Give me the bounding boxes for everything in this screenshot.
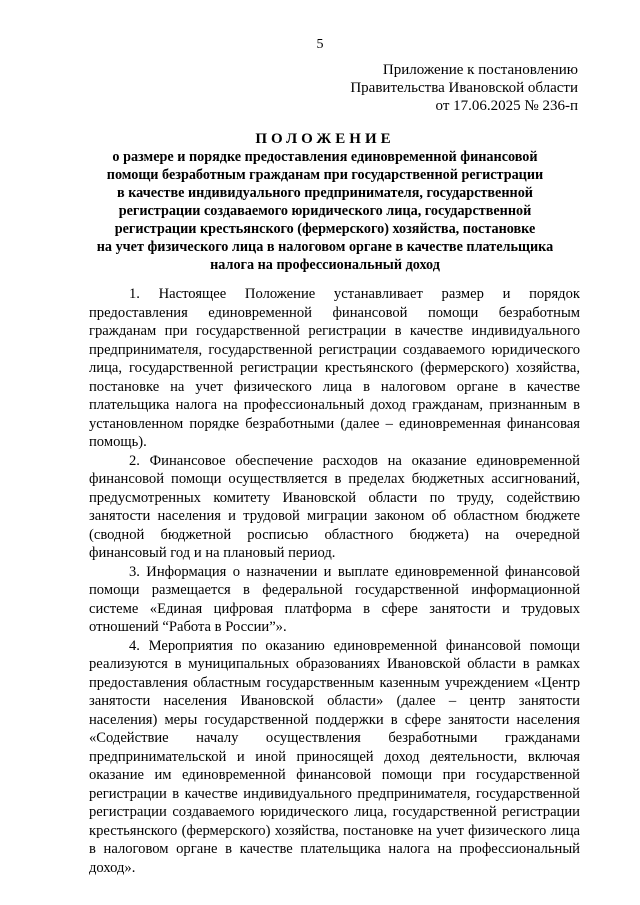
paragraph-4: 4. Мероприятия по оказанию единовременной финансовой помощи реализуются в муниципальных образованиях Ивановской области в рамках предоставления областным государственным казенным учреждением «Центр занятости населения Ивановской области» (далее – центр занятости населения) меры государственной поддержки в сфере занятости населения «Содействие началу осуществления безработными гражданами предпринимательской и иной приносящей доход деятельности, включая оказание им единовременной финансовой помощи при государственной регистрации в качестве индивидуального предпринимателя, государственной регистрации создаваемого юридического лица, государственной регистрации крестьянского (фермерского) хозяйства, постановке на учет физического лица в налоговом органе в качестве плательщика налога на профессиональный доход». — [89, 637, 580, 876]
subtitle-line: о размере и порядке предоставления единовременной финансовой — [112, 149, 538, 165]
subtitle-line: в качестве индивидуального предпринимателя, государственной — [117, 185, 533, 201]
document-body — [89, 285, 580, 877]
subtitle-line: помощи безработным гражданам при государственной регистрации — [106, 167, 544, 183]
appendix-line: от 17.06.2025 № 236-п — [435, 98, 578, 114]
title-block — [80, 130, 570, 274]
subtitle-line: регистрации создаваемого юридического лица, государственной — [118, 203, 532, 219]
paragraph-3: 3. Информация о назначении и выплате единовременной финансовой помощи размещается в федеральной государственной информационной системе «Единая цифровая платформа в сфере занятости и трудовых отношений “Работа в России”». — [89, 563, 580, 635]
subtitle-line: налога на профессиональный доход — [210, 257, 440, 273]
appendix-line: Приложение к постановлению — [382, 62, 578, 78]
subtitle-line: на учет физического лица в налоговом органе в качестве плательщика — [96, 239, 554, 255]
page-number: 5 — [316, 37, 324, 52]
appendix-reference — [278, 61, 578, 115]
document-title: ПОЛОЖЕНИЕ — [255, 131, 395, 147]
paragraph-1: 1. Настоящее Положение устанавливает размер и порядок предоставления единовременной финансовой помощи безработным гражданам при государственной регистрации в качестве индивидуального предпринимателя, государственной регистрации создаваемого юридического лица, государственной регистрации крестьянского (фермерского) хозяйства, постановке на учет физического лица в налоговом органе в качестве плательщика налога на профессиональный доход гражданам, признанным в установленном порядке безработными (далее – единовременная финансовая помощь). — [89, 286, 580, 450]
document-subtitle — [80, 148, 570, 274]
paragraph-2: 2. Финансовое обеспечение расходов на оказание единовременной финансовой помощи осуществляется в пределах бюджетных ассигнований, предусмотренных комитету Ивановской области по труду, содействию занятости населения и трудовой миграции законом об областном бюджете (сводной бюджетной росписью областного бюджета) на очередной финансовый год и на плановый период. — [89, 452, 580, 561]
subtitle-line: регистрации крестьянского (фермерского) хозяйства, постановке — [114, 221, 536, 237]
appendix-line: Правительства Ивановской области — [350, 80, 578, 96]
